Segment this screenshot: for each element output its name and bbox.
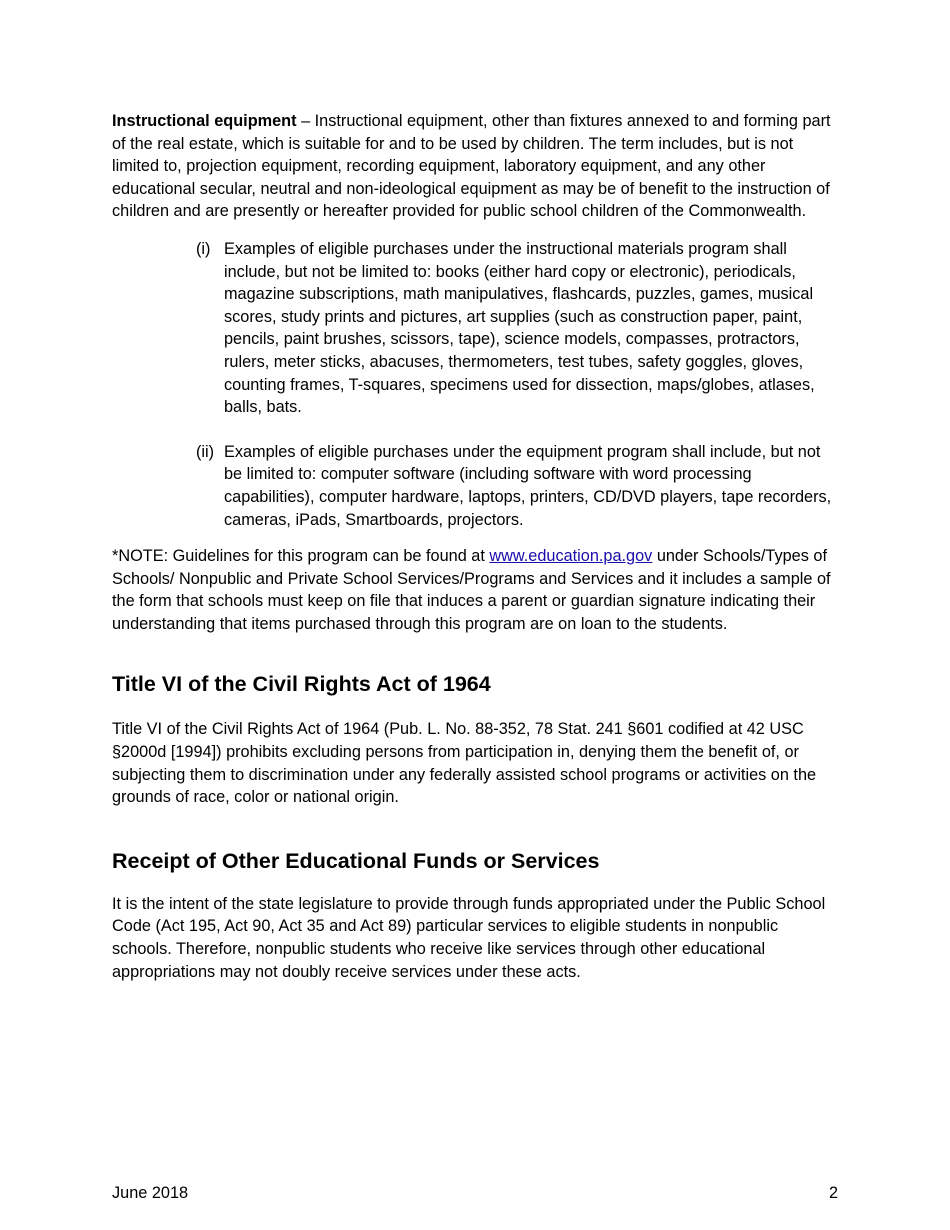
- instructional-equipment-paragraph: [112, 110, 840, 223]
- list-marker: (i): [196, 239, 211, 258]
- receipt-paragraph: It is the intent of the state legislature to provide through funds appropriated under the Public School Code (Act 195, Act 90, Act 35 and Act 89) particular services to eligible students in nonpublic schools. Therefore, nonpublic students who receive like services through other educational appropriations may not doubly receive services under these acts.: [112, 894, 826, 981]
- note-suffix: under Schools/Types of Schools/ Nonpublic and Private School Services/Programs and Services and it includes a sample of the form that schools must keep on file that induces a parent or guardian signature indicating their understanding that items purchased through this program are on loan to the students.: [112, 547, 831, 633]
- list-marker: (ii): [196, 442, 215, 461]
- term-definition: Instructional equipment, other than fixtures annexed to and forming part of the real estate, which is suitable for and to be used by children. The term includes, but is not limited to, projection equipment, recording equipment, laboratory equipment, and any other educational secular, neutral and non-ideological equipment as may be of benefit to the instruction of children and are presently or hereafter provided for public school children of the Commonwealth.: [112, 112, 831, 221]
- footer-page-number: 2: [828, 1184, 838, 1202]
- document-page: [112, 110, 840, 983]
- term-heading: Instructional equipment: [112, 112, 297, 130]
- title-vi-heading: Title VI of the Civil Rights Act of 1964: [112, 672, 491, 697]
- receipt-heading: Receipt of Other Educational Funds or Services: [112, 848, 600, 873]
- note-prefix: *NOTE: Guidelines for this program can be found at: [112, 547, 490, 566]
- list-item: [196, 238, 840, 419]
- list-item-text: Examples of eligible purchases under the instructional materials program shall include, but not be limited to: books (either hard copy or electronic), periodicals, magazine subscriptions, math manipulatives, flashcards, puzzles, games, musical scores, study prints and pictures, art supplies (such as construction paper, paint, pencils, paint brushes, scissors, tape), science models, compasses, protractors, rulers, meter sticks, abacuses, thermometers, test tubes, safety goggles, gloves, counting frames, T-squares, specimens used for dissection, maps/globes, atlases, balls, bats.: [224, 239, 815, 417]
- term-dash: –: [296, 112, 315, 130]
- title-vi-paragraph: Title VI of the Civil Rights Act of 1964 (Pub. L. No. 88-352, 78 Stat. 241 §601 codified at 42 USC §2000d [1994]) prohibits excluding persons from participation in, denying them the benefit of, or subjecting them to discrimination under any federally assisted school programs or activities on the grounds of race, color or national origin.: [112, 720, 817, 807]
- examples-list: [196, 238, 840, 531]
- list-item: [196, 441, 840, 531]
- education-website-link[interactable]: www.education.pa.gov: [489, 547, 653, 566]
- footer-date: June 2018: [112, 1184, 189, 1202]
- note-paragraph: [112, 545, 840, 635]
- list-item-text: Examples of eligible purchases under the equipment program shall include, but not be limited to: computer software (including software with word processing capabilities), computer hardware, laptops, printers, CD/DVD players, tape recorders, cameras, iPads, Smartboards, projectors.: [224, 442, 832, 529]
